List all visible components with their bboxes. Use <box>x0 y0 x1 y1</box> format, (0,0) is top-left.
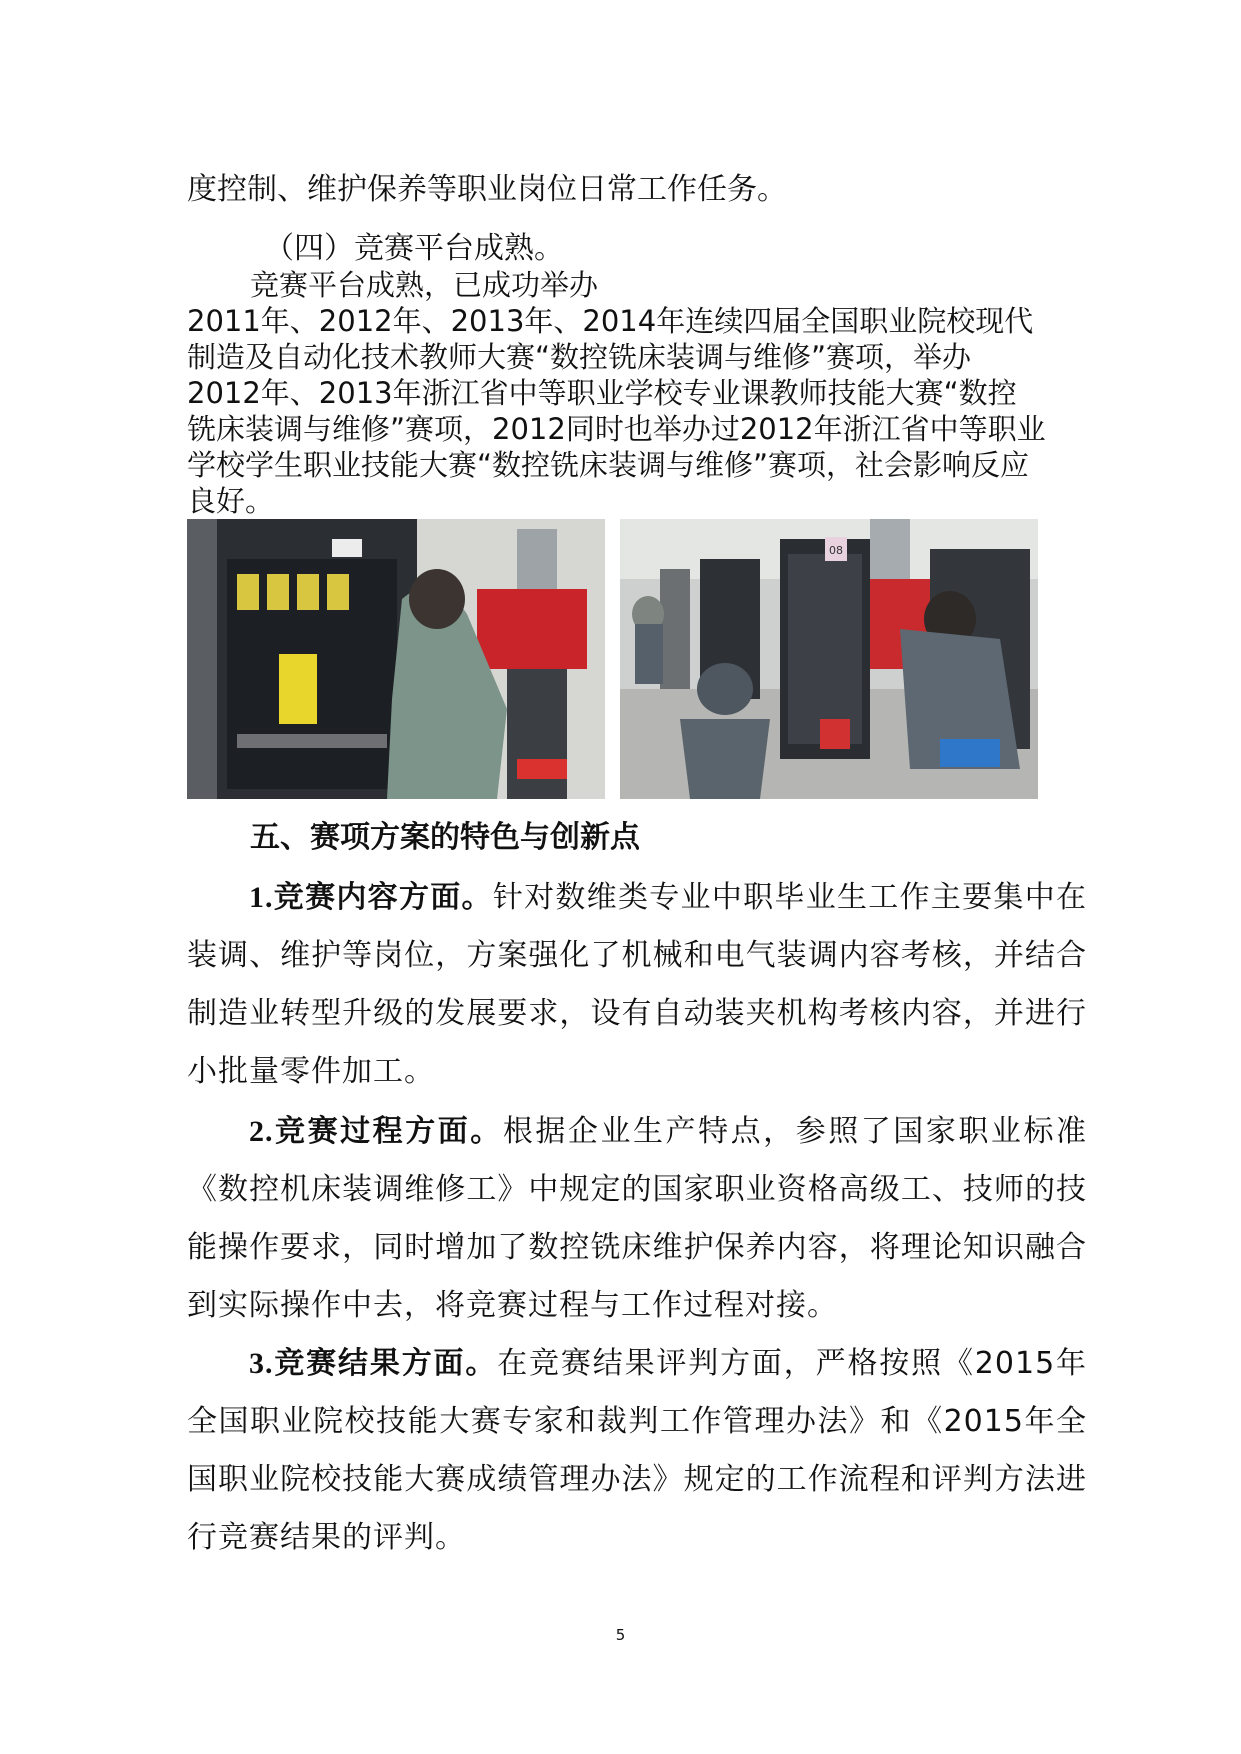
point-1-number: 1. <box>249 881 274 914</box>
top-line: 度控制、维护保养等职业岗位日常工作任务。 <box>187 172 787 207</box>
point-3-body: 在竞赛结果评判方面，严格按照《2015年全国职业院校技能大赛专家和裁判工作管理办法》和《2015年全国职业院校技能大赛成绩管理办法》规定的工作流程和评判方法进行竞赛结果的评判。 <box>187 1346 1087 1555</box>
section5-heading: 五、赛项方案的特色与创新点 <box>250 820 640 855</box>
point-2-title: 竞赛过程方面。 <box>273 1114 503 1149</box>
page-number: 5 <box>615 1626 626 1644</box>
point-2-body: 根据企业生产特点，参照了国家职业标准《数控机床装调维修工》中规定的国家职业资格高级工、技师的技能操作要求，同时增加了数控铣床维护保养内容，将理论知识融合到实际操作中去，将竞赛过程与工作过程对接。 <box>187 1114 1088 1323</box>
point-1-paragraph <box>187 869 1087 1101</box>
photo-2-illustration <box>620 519 1038 799</box>
point-3-number: 3. <box>249 1347 274 1380</box>
section4-heading: （四）竞赛平台成熟。 <box>264 231 564 266</box>
point-2-number: 2. <box>249 1115 274 1148</box>
point-1-body: 针对数维类专业中职毕业生工作主要集中在装调、维护等岗位，方案强化了机械和电气装调内容考核，并结合制造业转型升级的发展要求，设有自动装夹机构考核内容，并进行小批量零件加工。 <box>187 880 1088 1089</box>
point-3-title: 竞赛结果方面。 <box>273 1346 498 1381</box>
point-3-paragraph <box>187 1335 1087 1567</box>
section4-line-4: 2012年、2013年浙江省中等职业学校专业课教师技能大赛“数控 <box>187 376 1017 410</box>
competition-photo-1 <box>187 519 605 799</box>
machine-number-label: 08 <box>829 544 843 557</box>
competition-photo-2 <box>620 519 1038 799</box>
point-1-title: 竞赛内容方面。 <box>273 880 493 915</box>
section4-line-1: 竞赛平台成熟，已成功举办 <box>250 268 599 302</box>
section4-line-3: 制造及自动化技术教师大赛“数控铣床装调与维修”赛项，举办 <box>187 340 972 374</box>
photo-1-illustration <box>187 519 605 799</box>
section4-line-6: 学校学生职业技能大赛“数控铣床装调与维修”赛项，社会影响反应 <box>187 448 1030 482</box>
section4-line-5: 铣床装调与维修”赛项，2012同时也举办过2012年浙江省中等职业 <box>187 412 1046 446</box>
section4-line-7: 良好。 <box>187 484 275 518</box>
section4-line-2: 2011年、2012年、2013年、2014年连续四届全国职业院校现代 <box>187 304 1034 338</box>
point-2-paragraph <box>187 1103 1087 1335</box>
